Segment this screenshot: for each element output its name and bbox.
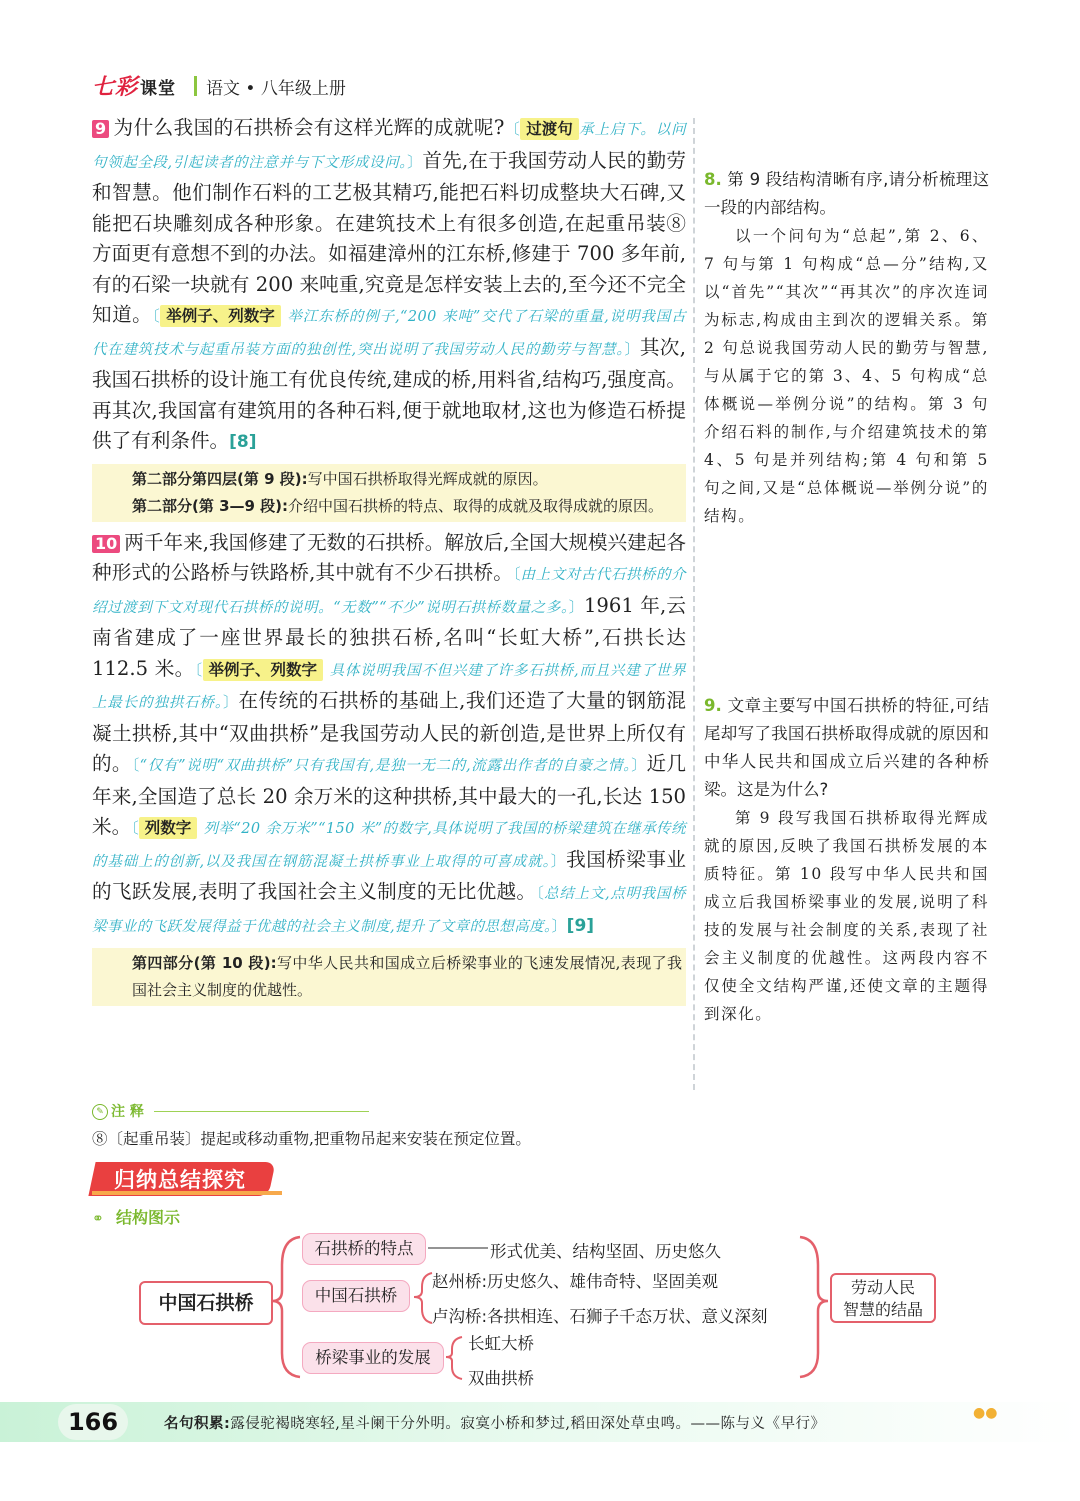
paragraph-10: 10 两千年来,我国修建了无数的石拱桥。解放后,全国大规模兴建起各种形式的公路桥与铁路桥,其中就有不少石拱桥。〔由上文对古代石拱桥的介绍过渡到下文对现代石拱桥的说明。“无数”“不少”说明石拱桥数量之多。〕1961 年,云南省建成了一座世界最长的独拱石桥,名叫“长虹大桥”,石拱长达 112.5 米。〔 举例子、列数字 具体说明我国不但兴建了许多石拱桥,而且兴建了世界上最长的独拱石桥。〕在传统的石拱桥的基础上,我们还造了大量的钢筋混凝土拱桥,其中“双曲拱桥”是我国劳动人民的新创造,是世界上所仅有的。〔“仅有”说明“双曲拱桥”只有我国有,是独一无二的,流露出作者的自豪之情。〕近几年来,全国造了总长 20 余万米的这种拱桥,其中最大的一孔,长达 150 米。〔 列数字 列举“20 余万米”“150 米”的数字,具体说明了我国的桥梁建筑在继承传统的基础上的创新,以及我国在钢筋混凝土拱桥事业上取得的可喜成就。〕我国桥梁事业的飞跃发展,表明了我国社会主义制度的无比优越。〔总结上文,点明我国桥梁事业的飞跃发展得益于优越的社会主义制度,提升了文章的思想高度。〕[9] [92,530,687,936]
side-question-8: 8. 第 9 段结构清晰有序,请分析梳理这一段的内部结构。 以一个问句为“总起”,第 2、6、7 句与第 1 句构成“总—分”结构,又以“首先”“其次”“再其次”的序次连词为标志,构成由主到次的逻辑关系。第 2 句总说我国劳动人民的勤劳与智慧,与从属于它的第 3、4、5 句构成“总体概说—举例分说”的结构。第 3 句介绍石料的制作,与介绍建筑技术的第 4、5 句是并列结构;第 4 句和第 5 句之间,又是“总体概说—举例分说”的结构。 [704,166,989,530]
diagram-node-features: 石拱桥的特点 [302,1233,426,1265]
question-ref: [9] [566,915,595,936]
annotation-tag: 列数字 [139,817,198,839]
footnote: ⑧〔起重吊装〕提起或移动重物,把重物吊起来安装在预定位置。 [92,1130,531,1148]
header-divider [194,76,197,96]
paragraph-number: 10 [92,535,120,553]
annotation-note: 举江东桥的例子,“200 来吨”交代了石梁的重量,说明我国古代在建筑技术与起重吊装方面的独创性,突出说明了我国劳动人民的勤劳与智慧。 [92,309,687,358]
diagram-leaf: 赵州桥:历史悠久、雄伟奇特、坚固美观 [432,1272,719,1291]
section-banner-title: 归纳总结探究 [114,1168,246,1192]
paragraph-9: 9 为什么我国的石拱桥会有这样光辉的成就呢?〔 过渡句 承上启下。以问句领起全段,引起读者的注意并与下文形成设问。〕首先,在于我国劳动人民的勤劳和智慧。他们制作石料的工艺极其精巧,能把石料切成整块大石碑,又能把石块雕刻成各种形象。在建筑技术上有很多创造,在起重吊装⑧方面更有意想不到的办法。如福建漳州的江东桥,修建于 700 多年前,有的石梁一块就有 200 来吨重,究竟是怎样安装上去的,至今还不完全知道。〔 举例子、列数字 举江东桥的例子,“200 来吨”交代了石梁的重量,说明我国古代在建筑技术与起重吊装方面的独创性,突出说明了我国劳动人民的勤劳与智慧。〕其次,我国石拱桥的设计施工有优良传统,建成的桥,用料省,结构巧,强度高。再其次,我国富有建筑用的各种石料,便于就地取材,这也为修造石桥提供了有利条件。[8] [92,116,687,452]
diagram-leaf: 长虹大桥 [468,1334,534,1353]
question-ref: [8] [229,432,257,452]
drops-icon: ●● [973,1405,998,1421]
annotation-note: “仅有”说明“双曲拱桥”只有我国有,是独一无二的,流露出作者的自豪之情。 [139,758,632,774]
diagram-conclusion: 劳动人民 智慧的结晶 [830,1273,936,1323]
paragraph-number: 9 [92,120,109,138]
diagram-leaf: 双曲拱桥 [468,1369,534,1388]
diagram-node-bridges: 中国石拱桥 [302,1280,410,1312]
brand-logo: 七彩 课堂 [92,75,177,100]
annotation-note: 承上启下。以问句领起全段,引起读者的注意并与下文形成设问。 [92,122,686,171]
page-number: 166 [58,1404,128,1440]
answer-text: 以一个问句为“总起”,第 2、6、7 句与第 1 句构成“总—分”结构,又以“首先”“其次”“再其次”的序次连词为标志,构成由主到次的逻辑关系。第 2 句总说我国劳动人民的勤劳与智慧,与从属于它的第 3、4、5 句构成“总体概说—举例分说”的结构。第 3 句介绍石料的制作,与介绍建筑技术的第 4、5 句是并列结构;第 4 句和第 5 句之间,又是“总体概说—举例分说”的结构。 [704,227,989,525]
annotation-note: 具体说明我国不但兴建了许多石拱桥,而且兴建了世界上最长的独拱石桥。 [92,662,686,711]
annotation-note: 由上文对古代石拱桥的介绍过渡到下文对现代石拱桥的说明。“无数”“不少”说明石拱桥数量之多。 [92,567,686,616]
structure-heading: ⚭ 结构图示 [92,1208,181,1227]
section-summary: 第二部分第四层(第 9 段):写中国石拱桥取得光辉成就的原因。 第二部分(第 3—9 段):介绍中国石拱桥的特点、取得的成就及取得成就的原因。 [92,464,686,522]
footer-quote: 名句积累:露侵驼褐晓寒轻,星斗阑干分外明。寂寞小桥和梦过,稻田深处草虫鸣。——陈与义《早行》 [164,1416,826,1432]
section-summary: 第四部分(第 10 段):写中华人民共和国成立后桥梁事业的飞速发展情况,表现了我国社会主义制度的优越性。 [92,948,686,1006]
diagram-node-development: 桥梁事业的发展 [302,1342,444,1374]
notes-icon: ✎ [92,1104,108,1120]
column-divider [693,118,695,1090]
branch-icon: ⚭ [92,1211,104,1227]
notes-rule [154,1111,369,1112]
side-question-9: 9. 文章主要写中国石拱桥的特征,可结尾却写了我国石拱桥取得成就的原因和中华人民共和国成立后兴建的各种桥梁。这是为什么? 第 9 段写我国石拱桥取得光辉成就的原因,反映了我国石拱桥发展的本质特征。第 10 段写中华人民共和国成立后我国桥梁事业的发展,说明了科技的发展与社会制度的关系,表现了社会主义制度的优越性。这两段内容不仅使全文结构严谨,还使文章的主题得到深化。 [704,692,989,1028]
diagram-leaf: 形式优美、结构坚固、历史悠久 [490,1242,721,1261]
annotation-tag: 举例子、列数字 [203,659,324,681]
answer-text: 第 9 段写我国石拱桥取得光辉成就的原因,反映了我国石拱桥发展的本质特征。第 10 段写中华人民共和国成立后我国桥梁事业的发展,说明了科技的发展与社会制度的关系,表现了社会主义制度的优越性。这两段内容不仅使全文结构严谨,还使文章的主题得到深化。 [704,809,989,1023]
annotation-tag: 举例子、列数字 [160,305,281,327]
diagram-root: 中国石拱桥 [139,1281,273,1325]
main-text-column [92,113,686,1012]
diagram-leaf: 卢沟桥:各拱相连、石狮子千态万状、意义深刻 [432,1307,768,1326]
course-title: 语文 • 八年级上册 [206,79,346,99]
annotation-tag: 过渡句 [520,118,579,140]
annotation-note: 列举“20 余万米”“150 米”的数字,具体说明了我国的桥梁建筑在继承传统的基础上的创新,以及我国在钢筋混凝土拱桥事业上取得的可喜成就。 [92,821,686,870]
notes-heading: ✎ 注 释 [92,1101,144,1121]
annotation-note: 总结上文,点明我国桥梁事业的飞跃发展得益于优越的社会主义制度,提升了文章的思想高度。 [92,886,686,935]
